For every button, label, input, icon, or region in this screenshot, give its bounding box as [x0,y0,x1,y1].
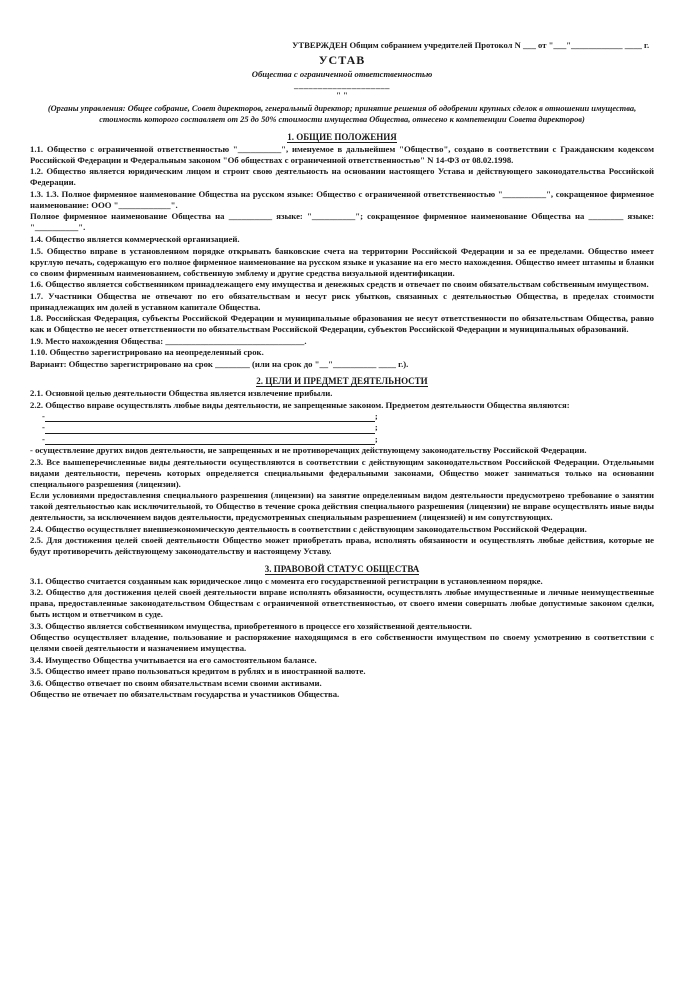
blank-rule-2 [45,425,375,434]
governance-note: (Органы управления: Общее собрание, Совет директоров, генеральный директор; принятие решения об одобрении крупных сделок в отношении имущества, стоимость которого составляет от 25 до 50% стоимости имущества Общества, отнесено к компетенции Совета директоров) [47,103,637,124]
dash-1: - [42,411,45,422]
paragraph-2-1: 2.1. Основной целью деятельности Общества является извлечение прибыли. [30,388,333,399]
document-subtitle: Общества с ограниченной ответственностью [251,68,433,79]
section-heading-1 [30,132,654,142]
paragraph-3-4: 3.4. Имущество Общества учитывается на его самостоятельном балансе. [30,654,317,665]
section-heading-3 [30,564,654,574]
paragraph-2-2: 2.2. Общество вправе осуществлять любые виды деятельности, не запрещенные законом. Предметом деятельности Общества являются: [30,399,570,410]
paragraph-3-2: 3.2. Общество для достижения целей своей деятельности вправе исполнять обязанности, осуществлять любые имущественные и личные неимущественные права, предоставленные законодательством Обществам с ограниченной ответственностью, от своего имени совершать любые допустимые законом сделки, быть истцом и ответчиком в суде. [30,587,654,620]
paragraph-1-6: 1.6. Общество является собственником принадлежащего ему имущества и денежных средств и отвечает по своим обязательствам собственным имуществом. [30,279,649,290]
activity-blank-item-1: - ; [42,411,378,422]
paragraph-1-10: 1.10. Общество зарегистрировано на неопределенный срок. [30,347,264,358]
paragraph-1-2: 1.2. Общество является юридическим лицом и строит свою деятельность на основании настоящего Устава и действующего законодательства Российской Федерации. [30,166,654,188]
paragraph-1-4: 1.4. Общество является коммерческой организацией. [30,233,240,244]
paragraph-1-3-foreign: Полное фирменное наименование Общества на __________ языке: "__________"; сокращенное фирменное наименование Общества на ________ языке: "__________". [30,211,654,233]
paragraph-1-3: 1.3. 1.3. Полное фирменное наименование Общества на русском языке: Общество с ограниченной ответственностью "__________", сокращенное фирменное наименование: ООО "____________". [30,188,654,210]
section-heading-1-text: 1. ОБЩИЕ ПОЛОЖЕНИЯ [287,131,397,142]
blank-rule-1 [45,413,375,422]
paragraph-1-7: 1.7. Участники Общества не отвечают по его обязательствам и несут риск убытков, связанных с деятельностью Общества, в пределах стоимости принадлежащих им долей в уставном капитале Общества. [30,290,654,312]
paragraph-2-3: 2.3. Все вышеперечисленные виды деятельности осуществляются в соответствии с действующим законодательством Российской Федерации. Отдельными видами деятельности, перечень которых определяется специальными федеральными законами, Общество может заниматься только на основании специального разрешения (лицензии). [30,456,654,489]
paragraph-2-3-license: Если условиями предоставления специального разрешения (лицензии) на занятие определенным видом деятельности предусмотрено требование о занятии такой деятельностью как исключительной, то Общество в течение срока действия специального разрешения (лицензии) не вправе осуществлять иные виды деятельности, за исключением видов деятельности, предусмотренных специальным разрешением (лицензией) и им сопутствующих. [30,490,654,523]
paragraph-2-2-other: - осуществление других видов деятельности, не запрещенных и не противоречащих действующему законодательству Российской Федерации. [30,445,587,456]
document-title: УСТАВ [318,52,366,67]
company-name-quotes: " " [336,89,348,100]
activity-blank-item-3: - ; [42,433,378,444]
dash-2: - [42,422,45,433]
paragraph-2-4: 2.4. Общество осуществляет внешнеэкономическую деятельность в соответствии с действующим законодательством Российской Федерации. [30,523,587,534]
paragraph-1-8: 1.8. Российская Федерация, субъекты Российской Федерации и муниципальные образования не несут ответственности по обязательствам Общества, равно как и Общество не несет ответственности по обязательствам Российской Федерации, субъектов Российской Федерации и муниципальных образований. [30,313,654,335]
dash-3: - [42,433,45,444]
blank-rule-3 [45,436,375,445]
paragraph-3-6-cont: Общество не отвечает по обязательствам государства и участников Общества. [30,689,340,700]
paragraph-3-5: 3.5. Общество имеет право пользоваться кредитом в рублях и в иностранной валюте. [30,666,366,677]
section-heading-2 [30,376,654,386]
paragraph-1-10-variant: Вариант: Общество зарегистрировано на срок ________ (или на срок до "__"__________ ____ г.). [30,358,409,369]
paragraph-2-5: 2.5. Для достижения целей своей деятельности Общество может приобретать права, исполнять обязанности и осуществлять любые действия, которые не будут противоречить действующему законодательству и настоящему Уставу. [30,535,654,557]
section-heading-3-text: 3. ПРАВОВОЙ СТАТУС ОБЩЕСТВА [264,563,420,574]
paragraph-3-3-cont: Общество осуществляет владение, пользование и распоряжение находящимся в его собственности имуществом по своему усмотрению в соответствии с целями своей деятельности и назначением имущества. [30,632,654,654]
paragraph-1-9: 1.9. Место нахождения Общества: ________________________________. [30,335,307,346]
paragraph-3-1: 3.1. Общество считается созданным как юридическое лицо с момента его государственной регистрации в установленном порядке. [30,575,543,586]
section-heading-2-text: 2. ЦЕЛИ И ПРЕДМЕТ ДЕЯТЕЛЬНОСТИ [256,376,428,387]
paragraph-1-1: 1.1. Общество с ограниченной ответственностью "__________", именуемое в дальнейшем "Общество", создано в соответствии с Гражданским кодексом Российской Федерации и Федеральным законом "Об обществах с ограниченной ответственностью" N 14-ФЗ от 08.02.1998. [30,143,654,165]
activity-blank-item-2: - ; [42,422,378,433]
paragraph-3-3: 3.3. Общество является собственником имущества, приобретенного в процессе его хозяйственной деятельности. [30,620,472,631]
company-name-blank: ____________________ [294,79,390,90]
paragraph-1-5: 1.5. Общество вправе в установленном порядке открывать банковские счета на территории Российской Федерации и за ее пределами. Общество имеет круглую печать, содержащую его полное фирменное наименование на русском языке и указание на его место нахождения. Общество имеет штампы и бланки со своим фирменным наименованием, собственную эмблему и другие средства визуальной идентификации. [30,245,654,278]
approval-header: УТВЕРЖДЕН Общим собранием учредителей Протокол N ___ от "___"____________ ____ г. [292,40,650,50]
paragraph-3-6: 3.6. Общество отвечает по своим обязательствам всеми своими активами. [30,677,322,688]
